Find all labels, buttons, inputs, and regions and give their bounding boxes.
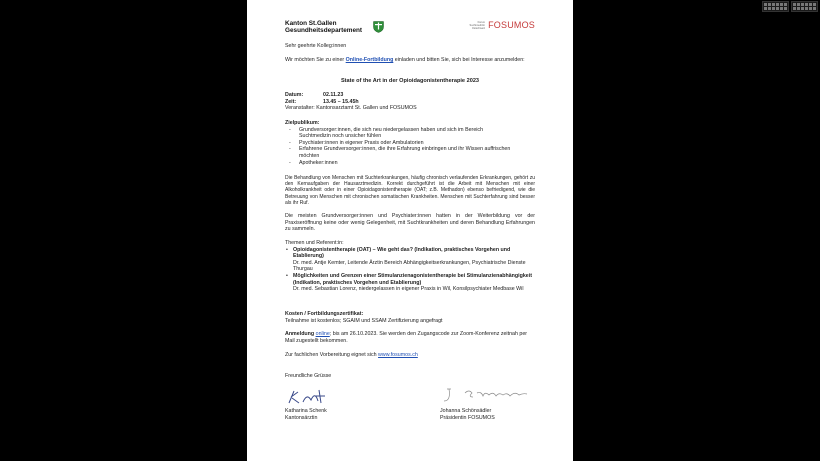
topic-item (285, 247, 535, 273)
signatory-role: Präsidentin FOSUMOS (440, 414, 495, 421)
fosumos-tagline: Forum Suchtmedizin Ostschweiz (469, 21, 486, 30)
document-page (247, 0, 573, 461)
org-name: Kanton St.Gallen Gesundheitsdepartement (285, 20, 363, 34)
signatory-right (440, 408, 550, 421)
signatory-name: Johanna Schönsädler (440, 408, 492, 414)
signature-schoensaedler (439, 385, 534, 405)
topic-speaker: Dr. med. Antje Kemter, Leitende Ärztin Bereich Abhängigkeitserkrankungen, Psychiatrische Dienste Thurgau (293, 259, 526, 273)
greeting: Sehr geehrte Kolleg:innen (285, 43, 347, 49)
costs-text: Teilnahme ist kostenlos; SGAIM und SSAM Zertifizierung angefragt (285, 317, 443, 324)
fosumos-website-link[interactable]: www.fosumos.ch (378, 352, 418, 358)
audience-heading: Zielpublikum: (285, 120, 320, 126)
preparation-text: Zur fachlichen Vorbereitung eignet sich www.fosumos.ch (285, 352, 418, 358)
signatory-left (285, 408, 405, 421)
date-label: Datum: (285, 92, 304, 98)
online-fortbildung-link[interactable]: Online-Fortbildung (345, 57, 394, 63)
registration-text: Anmeldung online; bis am 26.10.2023. Sie werden den Zugangscode zur Zoom-Konferenz zeitnah per Mail zugestellt bekommen. (285, 331, 528, 344)
paragraph-training: Die meisten Grundversorger:innen und Psychiater:innen hatten in der Weiterbildung vor der Praxiseröffnung keine oder wenig Gelegenheit, mit Suchtkrankheiten und deren Behandlung Erfahrungen zu sammeln. (285, 213, 535, 233)
closing: Freundliche Grüsse (285, 373, 332, 379)
signature-schenk (285, 387, 345, 407)
signatory-role: Kantonsärztin (285, 414, 318, 421)
organizer: Veranstalter: Kantonsarztamt St. Gallen und FOSUMOS (285, 105, 417, 112)
coat-of-arms-icon (373, 21, 384, 33)
list-item: - Erfahrene Grundversorger:innen, die ihre Erfahrung einbringen und ihr Wissen auffrischen möchten (285, 146, 535, 159)
time-label: Zeit: (285, 98, 297, 105)
fosumos-wordmark: FOSUMOS (488, 20, 535, 31)
topic-speaker: Dr. med. Sebastian Lorenz, niedergelassen in eigener Praxis in Wil, Konsilpsychiater Medbase Wil (293, 286, 524, 293)
control-dots-right (791, 1, 818, 12)
event-title: State of the Art in der Opioidagonistentherapie 2023 (340, 78, 480, 84)
list-item: - Apotheker:innen (285, 160, 535, 167)
list-item: - Psychiater:innen in eigener Praxis oder Ambulatorien (285, 140, 535, 147)
costs-section (285, 311, 535, 324)
audience-section (285, 120, 535, 166)
registration-link[interactable]: online (315, 331, 330, 337)
topics-section (285, 240, 535, 293)
topic-title: • Opioidagonistentherapie (OAT) – Wie geht das? (Indikation, praktisches Vorgehen und Etablierung) (293, 246, 511, 260)
topic-item (285, 273, 535, 293)
time-value: 13.45 – 15.45h (323, 98, 359, 105)
date-value: 02.11.23 (323, 92, 344, 98)
list-item: - Grundversorger:innen, die sich neu niedergelassen haben und sich im Bereich Suchtmedizin noch unsicher fühlen (285, 127, 535, 140)
window-controls (760, 0, 820, 13)
topics-heading: Themen und Referent:in: (285, 240, 344, 246)
event-details (285, 92, 535, 112)
signatory-name: Katharina Schenk (285, 408, 327, 414)
fosumos-logo (470, 21, 535, 30)
costs-heading: Kosten / Fortbildungszertifikat: (285, 311, 364, 317)
topic-title: • Möglichkeiten und Grenzen einer Stimulanzienagonistentherapie bei Stimulanzienabhängigkeit (Indikation, praktisches Vorgehen und Etablierung) (293, 272, 532, 286)
paragraph-treatment: Die Behandlung von Menschen mit Suchterkrankungen, häufig chronisch verlaufenden Erkrankungen, gehört zu den Kernaufgaben der Hausarztmedizin. Korrekt durchgeführt ist die Arbeit mit Menschen mit einer Alkoholkrankheit oder in einer Opioidagonistentherapie (OAT; z.B. Methadon) ebenso befriedigend, wie die Betreuung von Menschen mit chronischen somatischen Krankheiten. Menschen mit Suchterfahrung sind besser als ihr Ruf. (285, 175, 535, 206)
intro-text: Wir möchten Sie zu einer Online-Fortbildung einladen und bitten Sie, sich bei Interesse anzumelden: (285, 57, 525, 63)
control-dots-left (762, 1, 789, 12)
